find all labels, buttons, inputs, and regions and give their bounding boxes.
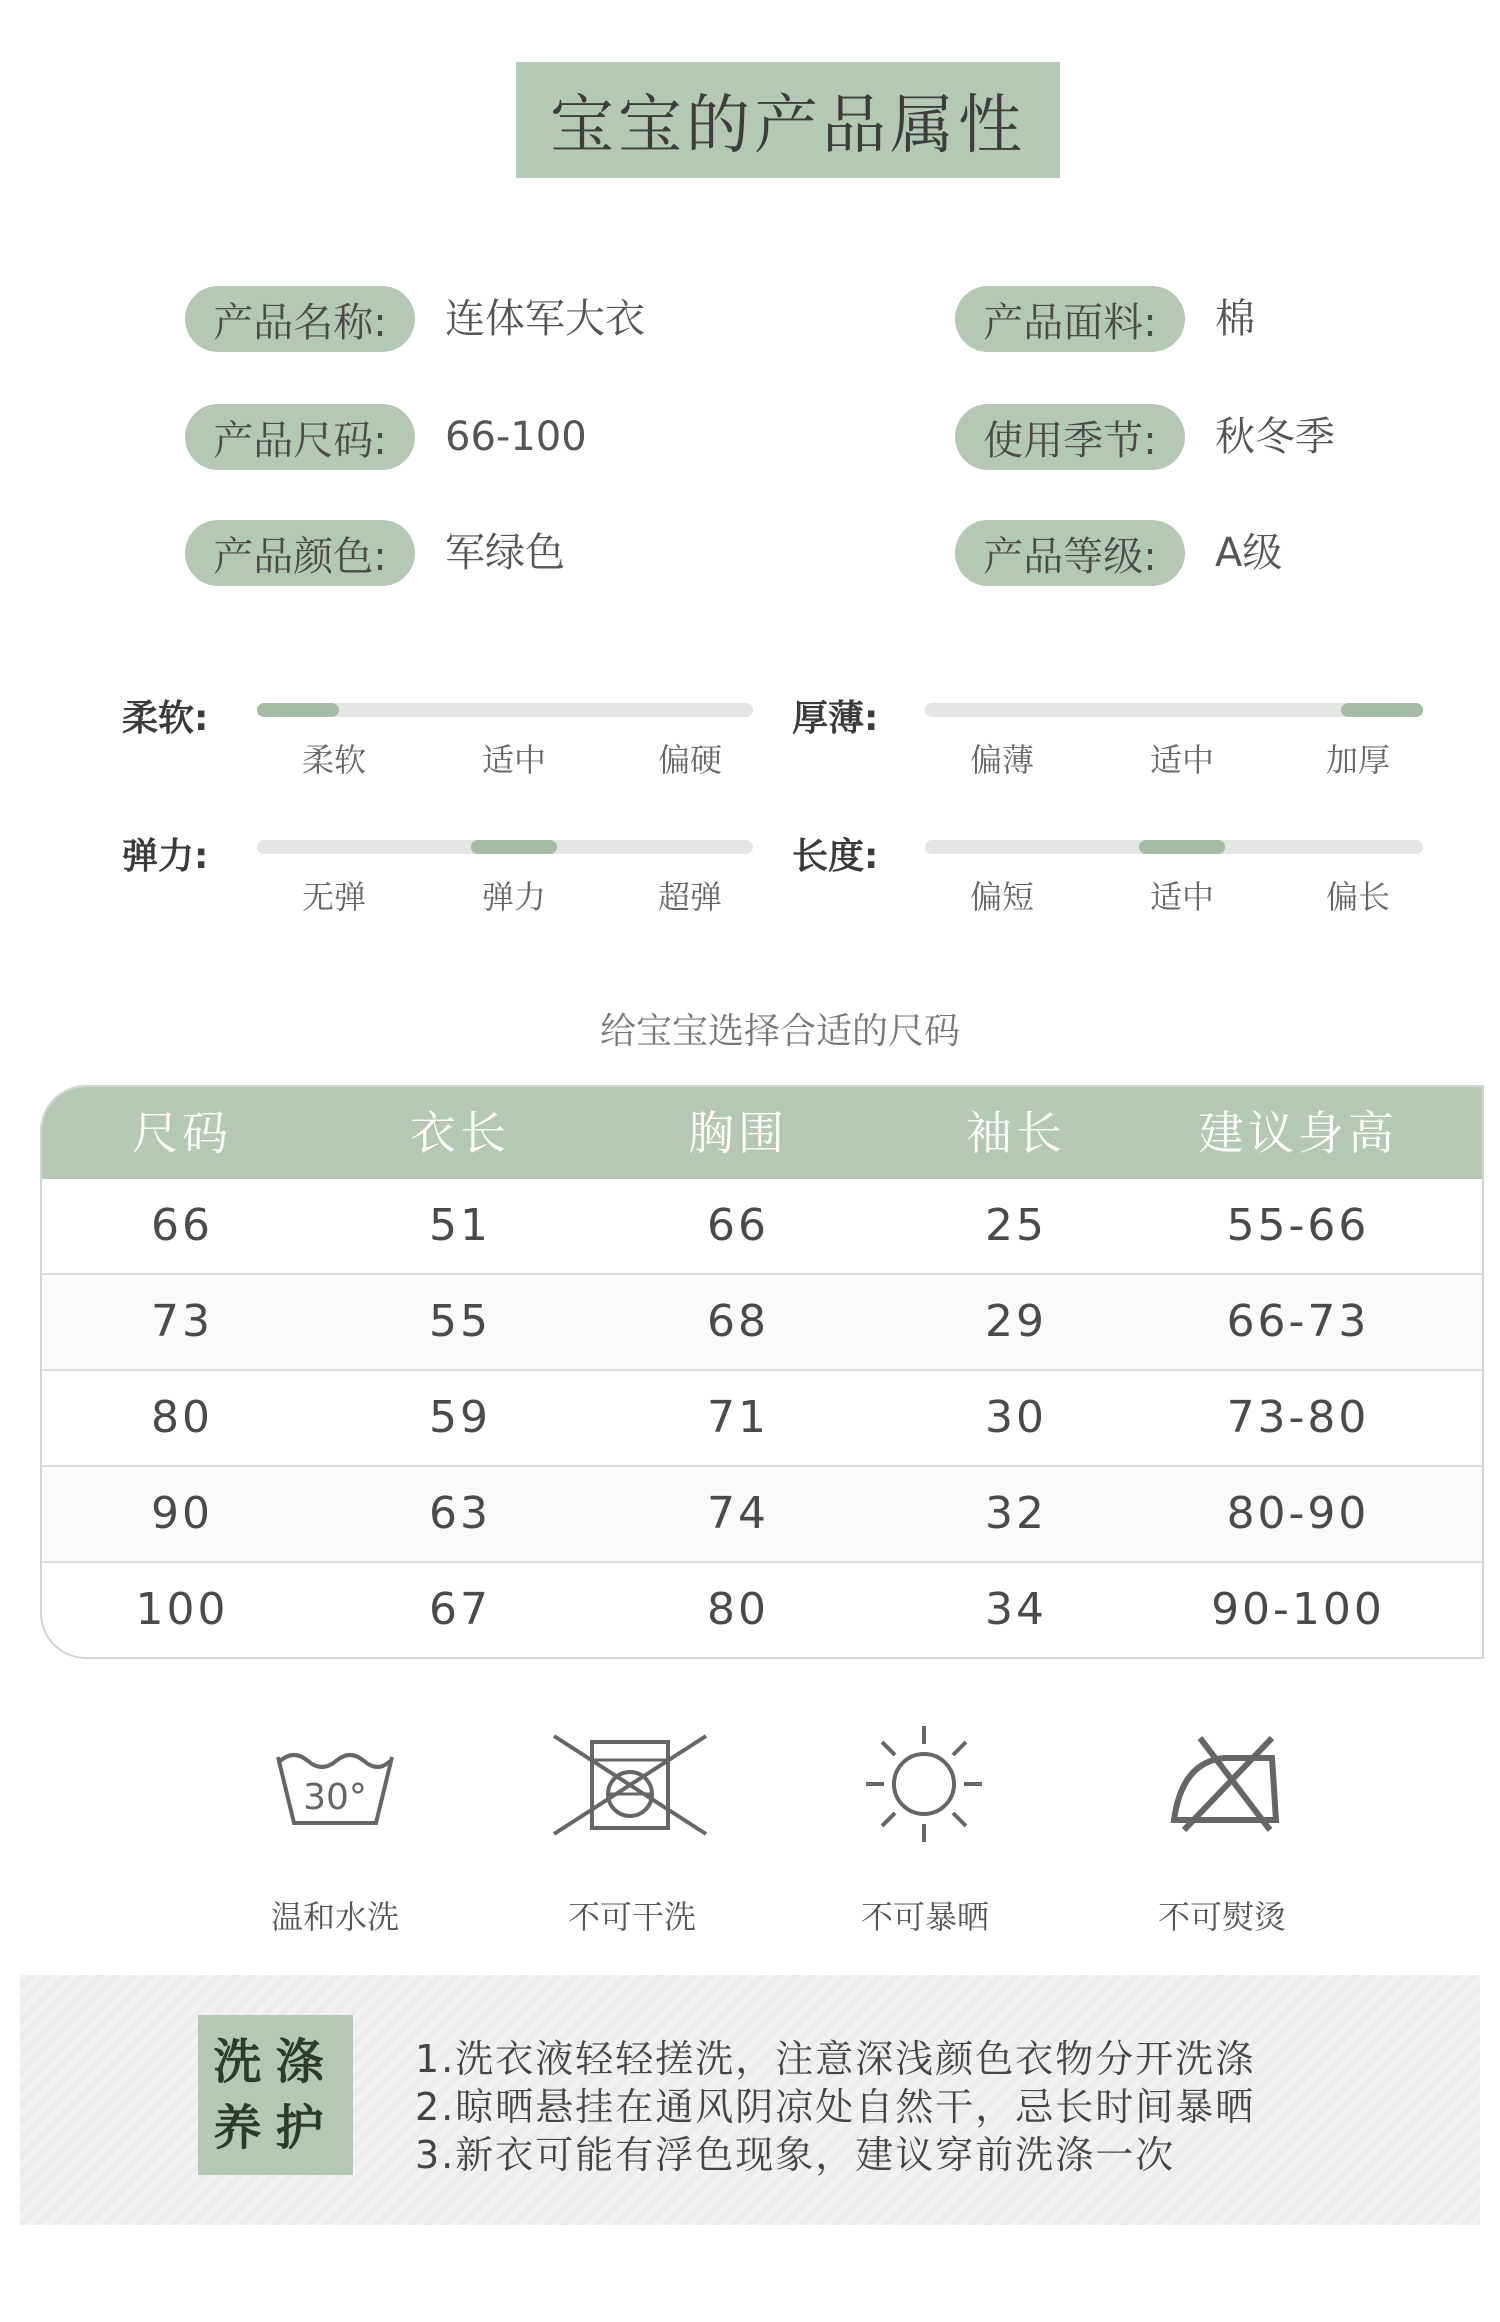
table-cell: 55-66 <box>1226 1200 1370 1251</box>
table-cell: 90 <box>151 1488 213 1539</box>
scale-option: 偏薄 <box>969 741 1034 779</box>
scale-label-thickness: 厚薄: <box>792 698 879 739</box>
column-header: 胸围 <box>688 1106 788 1160</box>
table-cell: 90-100 <box>1211 1584 1385 1635</box>
table-cell: 73-80 <box>1226 1392 1370 1443</box>
table-cell: 51 <box>429 1200 491 1251</box>
scale-label-length: 长度: <box>792 836 879 877</box>
table-cell: 66 <box>151 1200 213 1251</box>
table-cell: 32 <box>985 1488 1047 1539</box>
attr-value-name: 连体军大衣 <box>445 296 645 342</box>
scale-option: 适中 <box>481 741 546 779</box>
attr-label-size: 产品尺码: <box>185 404 415 470</box>
table-row <box>42 1467 1482 1563</box>
table-cell: 66-73 <box>1226 1296 1370 1347</box>
care-label-wash: 温和水洗 <box>270 1898 399 1936</box>
title-banner <box>516 62 1060 178</box>
table-cell: 30 <box>985 1392 1047 1443</box>
attr-value-season: 秋冬季 <box>1215 414 1335 460</box>
scale-option: 偏短 <box>969 878 1034 916</box>
attr-label-name: 产品名称: <box>185 286 415 352</box>
column-header: 尺码 <box>132 1106 232 1160</box>
table-cell: 74 <box>707 1488 769 1539</box>
scale-indicator-thickness <box>1341 703 1423 717</box>
scale-indicator-elasticity <box>471 840 557 854</box>
scale-option: 柔软 <box>301 741 366 779</box>
size-table <box>40 1085 1484 1659</box>
attr-label-season: 使用季节: <box>955 404 1185 470</box>
care-badge-line: 洗涤 <box>213 2034 338 2090</box>
table-cell: 25 <box>985 1200 1047 1251</box>
table-row <box>42 1275 1482 1371</box>
table-cell: 80-90 <box>1226 1488 1370 1539</box>
attr-label-color: 产品颜色: <box>185 520 415 586</box>
table-row <box>42 1371 1482 1467</box>
scale-track-softness <box>257 703 753 717</box>
scale-track-thickness <box>925 703 1423 717</box>
care-badge-line: 养护 <box>213 2100 338 2156</box>
wash-temperature: 30° <box>303 1777 367 1818</box>
table-cell: 80 <box>707 1584 769 1635</box>
scale-track-length <box>925 840 1423 854</box>
scale-option: 弹力 <box>481 878 546 916</box>
care-instruction: 1.洗衣液轻轻搓洗，注意深浅颜色衣物分开洗涤 <box>415 2037 1256 2081</box>
column-header: 衣长 <box>410 1106 510 1160</box>
table-header <box>42 1087 1482 1179</box>
table-cell: 73 <box>151 1296 213 1347</box>
scale-option: 加厚 <box>1325 741 1390 779</box>
care-badge <box>198 2015 353 2175</box>
table-cell: 59 <box>429 1392 491 1443</box>
table-row <box>42 1563 1482 1657</box>
scale-option: 偏长 <box>1325 878 1390 916</box>
attr-value-color: 军绿色 <box>445 530 565 576</box>
table-cell: 34 <box>985 1584 1047 1635</box>
scale-option: 适中 <box>1149 878 1214 916</box>
wash-30-icon <box>270 1735 400 1835</box>
scale-indicator-softness <box>257 703 339 717</box>
scale-option: 适中 <box>1149 741 1214 779</box>
attr-value-grade: A级 <box>1215 530 1283 576</box>
care-label-iron: 不可熨烫 <box>1157 1898 1286 1936</box>
care-instruction: 3.新衣可能有浮色现象，建议穿前洗涤一次 <box>415 2133 1176 2177</box>
scale-option: 超弹 <box>657 878 722 916</box>
no-sun-dry-icon <box>862 1722 986 1846</box>
scale-label-elasticity: 弹力: <box>122 836 209 877</box>
care-instruction: 2.晾晒悬挂在通风阴凉处自然干，忌长时间暴晒 <box>415 2085 1256 2129</box>
table-cell: 71 <box>707 1392 769 1443</box>
scale-label-softness: 柔软: <box>122 698 209 739</box>
table-cell: 100 <box>135 1584 229 1635</box>
column-header: 建议身高 <box>1198 1106 1398 1160</box>
table-cell: 68 <box>707 1296 769 1347</box>
size-table-caption: 给宝宝选择合适的尺码 <box>599 1011 960 1052</box>
table-cell: 66 <box>707 1200 769 1251</box>
table-cell: 67 <box>429 1584 491 1635</box>
column-header: 袖长 <box>966 1106 1066 1160</box>
attr-label-fabric: 产品面料: <box>955 286 1185 352</box>
scale-indicator-length <box>1139 840 1225 854</box>
care-label-dry-clean: 不可干洗 <box>567 1898 696 1936</box>
no-dry-clean-icon <box>550 1730 710 1840</box>
care-label-sun: 不可暴晒 <box>860 1898 989 1936</box>
table-cell: 29 <box>985 1296 1047 1347</box>
scale-option: 偏硬 <box>657 741 722 779</box>
no-iron-icon <box>1160 1732 1290 1836</box>
page-title: 宝宝的产品属性 <box>550 89 1026 163</box>
attr-value-size: 66-100 <box>445 414 587 460</box>
table-cell: 63 <box>429 1488 491 1539</box>
table-cell: 55 <box>429 1296 491 1347</box>
scale-track-elasticity <box>257 840 753 854</box>
scale-option: 无弹 <box>301 878 366 916</box>
attr-value-fabric: 棉 <box>1215 296 1255 342</box>
table-row <box>42 1179 1482 1275</box>
table-cell: 80 <box>151 1392 213 1443</box>
attr-label-grade: 产品等级: <box>955 520 1185 586</box>
